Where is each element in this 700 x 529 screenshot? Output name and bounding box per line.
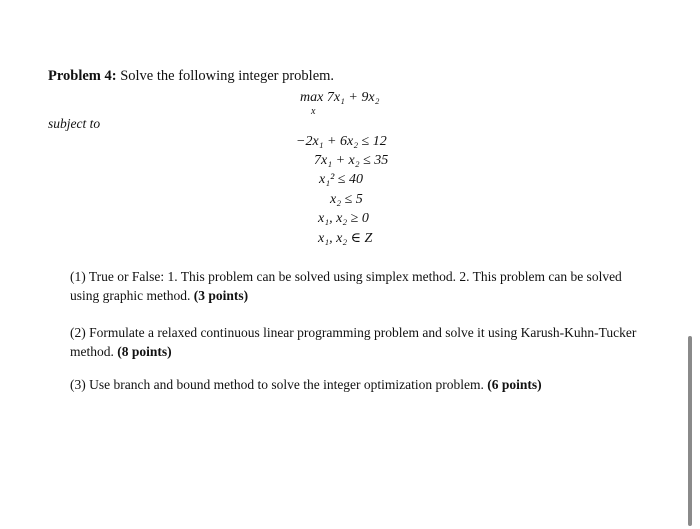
question-3-points: (6 points) <box>487 377 542 392</box>
question-2-points: (8 points) <box>117 344 172 359</box>
constraint-3: x₁² ≤ 40 <box>319 172 363 187</box>
objective-variable: x <box>311 106 316 117</box>
constraint-4: x₂ ≤ 5 <box>330 192 363 207</box>
subject-to-label: subject to <box>48 116 101 131</box>
constraint-1: −2x₁ + 6x₂ ≤ 12 <box>296 134 387 149</box>
objective-operator: max <box>300 90 324 105</box>
question-2 <box>70 323 640 361</box>
problem-heading <box>48 68 334 85</box>
constraint-6: x₁, x₂ ∈ Z <box>318 231 373 246</box>
objective-expression: 7x₁ + 9x₂ <box>326 90 380 105</box>
question-3 <box>70 375 640 394</box>
question-1-text: (1) True or False: 1. This problem can be solved using simplex method. 2. This problem can be solved using graphic method. <box>70 269 622 303</box>
question-3-text: (3) Use branch and bound method to solve the integer optimization problem. <box>70 377 484 392</box>
constraint-5: x₁, x₂ ≥ 0 <box>318 211 369 226</box>
constraint-2: 7x₁ + x₂ ≤ 35 <box>314 153 389 168</box>
question-1-points: (3 points) <box>193 288 249 303</box>
question-1 <box>70 267 640 305</box>
question-2-text: (2) Formulate a relaxed continuous linear programming problem and solve it using Karush-Kuhn-Tucker method. <box>70 325 637 359</box>
objective-function <box>300 90 379 106</box>
problem-label: Problem 4: <box>48 68 117 84</box>
problem-title: Solve the following integer problem. <box>120 68 335 84</box>
vertical-scrollbar[interactable] <box>688 336 692 526</box>
